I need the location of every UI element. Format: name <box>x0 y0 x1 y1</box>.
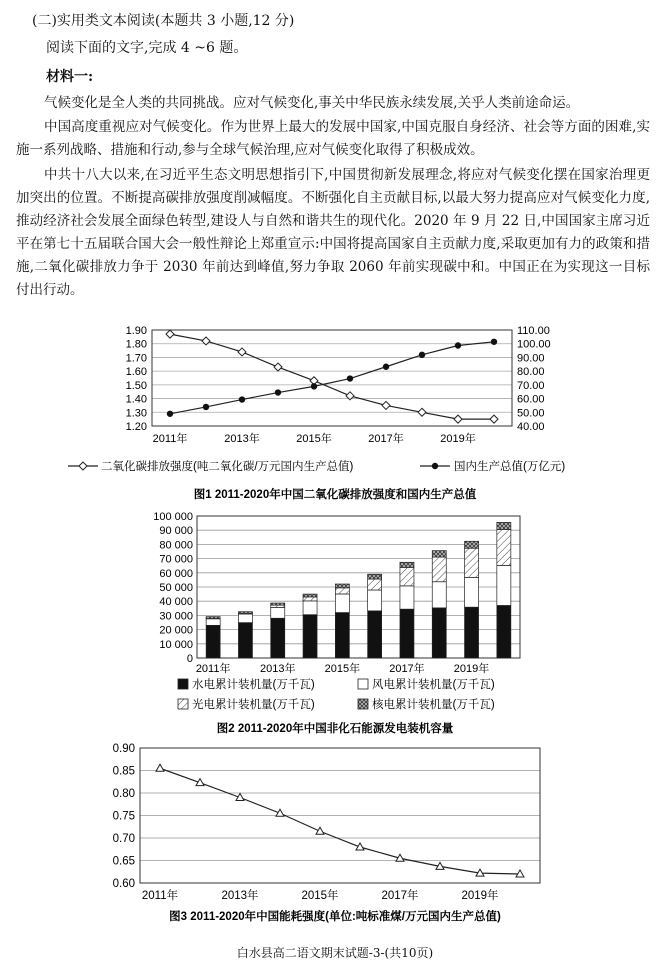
co2-intensity-line <box>170 334 494 419</box>
figure-3-caption: 图3 2011-2020年中国能耗强度(单位:吨标准煤/万元国内生产总值) <box>169 911 501 923</box>
paragraph-3: 中共十八大以来,在习近平生态文明思想指引下,中国贯彻新发展理念,将应对气候变化摆在国家治理更加突出的位置。不断提高碳排放强度削减幅度。不断强化自主贡献目标,以最大努力提高应对气候变化力度,推动经济社会发展全面绿色转型,建设人与自然和谐共生的现代化。2020 年 9 月 22 日,中国国家主席习近平在第七十五届联合国大会一般性辩论上郑重宣示:中国将提高国家自主贡献力度,采取更加有力的政策和措施,二氧化碳排放力争于 2030 年前达到峰值,努力争取 2060 年前实现碳中和。中国正在为实现这一目标付出行动。 <box>16 167 650 298</box>
x-tick-label: 2011年 <box>195 663 231 675</box>
legend-label: 核电累计装机量(万千瓦) <box>372 699 495 711</box>
y-tick-label: 0.75 <box>112 810 135 823</box>
legend-gdp-marker <box>432 463 438 469</box>
x-tick-label: 2015年 <box>324 663 361 675</box>
co2-intensity-point <box>238 348 246 356</box>
bar-segment-wind <box>497 565 511 605</box>
bar-segment-solar <box>335 588 349 594</box>
legend-gdp-label: 国内生产总值(万亿元) <box>454 461 566 473</box>
bar-segment-hydro <box>303 615 317 658</box>
x-tick-label: 2017年 <box>368 433 404 445</box>
co2-intensity-point <box>454 415 462 423</box>
x-tick-label: 2011年 <box>141 890 179 902</box>
bar-segment-hydro <box>335 613 349 658</box>
y-left-tick-label: 1.20 <box>125 421 147 433</box>
y-tick-label: 0.60 <box>112 878 135 890</box>
legend-co2-label: 二氧化碳排放强度(吨二氧化碳/万元国内生产总值) <box>101 461 354 473</box>
gdp-point <box>167 411 173 417</box>
bar-segment-hydro <box>497 605 511 658</box>
bar-segment-hydro <box>271 618 285 658</box>
energy-intensity-point <box>316 827 324 834</box>
y-tick-label: 0.70 <box>112 833 135 845</box>
paragraph-1: 气候变化是全人类的共同挑战。应对气候变化,事关中华民族永续发展,关乎人类前途命运。 <box>44 95 580 111</box>
bar-segment-nuclear <box>271 603 285 605</box>
figure-3-chart <box>0 740 670 940</box>
y-right-tick-label: 60.00 <box>517 393 545 406</box>
energy-intensity-point <box>156 764 164 771</box>
bar-segment-wind <box>238 614 252 623</box>
paragraph-2: 中国高度重视应对气候变化。作为世界上最大的发展中国家,中国克服自身经济、社会等方面的困难,实施一系列战略、措施和行动,参与全球气候治理,应对气候变化取得了积极成效。 <box>16 119 650 158</box>
bar-segment-solar <box>432 557 446 582</box>
legend-label: 水电累计装机量(万千瓦) <box>192 679 315 691</box>
gdp-point <box>455 342 461 348</box>
x-tick-label: 2013年 <box>221 890 259 902</box>
bar-segment-nuclear <box>238 612 252 614</box>
bar-segment-solar <box>303 597 317 601</box>
bar-segment-nuclear <box>335 584 349 588</box>
y-tick-label: 40 000 <box>159 596 193 609</box>
bar-segment-hydro <box>206 625 220 658</box>
y-tick-label: 0.85 <box>112 765 135 778</box>
y-tick-label: 20 000 <box>159 624 193 637</box>
y-right-tick-label: 80.00 <box>517 366 545 379</box>
legend-label: 风电累计装机量(万千瓦) <box>372 679 495 691</box>
energy-intensity-line <box>160 768 520 874</box>
bar-segment-nuclear <box>303 594 317 597</box>
y-tick-label: 0 <box>186 653 193 665</box>
gdp-point <box>311 383 317 389</box>
bar-segment-nuclear <box>465 541 479 548</box>
section-title: (二)实用类文本阅读(本题共 3 小题,12 分) <box>32 13 295 29</box>
y-right-tick-label: 50.00 <box>517 407 545 420</box>
bar-segment-nuclear <box>400 562 414 567</box>
y-left-tick-label: 1.90 <box>125 325 147 337</box>
bar-segment-hydro <box>465 607 479 658</box>
bar-segment-hydro <box>432 608 446 658</box>
x-tick-label: 2015年 <box>296 433 332 445</box>
gdp-point <box>203 404 209 410</box>
y-tick-label: 0.90 <box>112 743 135 755</box>
bar-segment-solar <box>497 529 511 565</box>
gdp-point <box>239 396 245 402</box>
y-right-tick-label: 100.00 <box>517 338 551 351</box>
x-tick-label: 2011年 <box>152 433 188 445</box>
bar-segment-wind <box>335 594 349 613</box>
y-right-tick-label: 90.00 <box>517 352 545 365</box>
y-right-tick-label: 40.00 <box>517 421 545 433</box>
x-tick-label: 2015年 <box>301 890 339 902</box>
bar-segment-wind <box>368 590 382 611</box>
gdp-point <box>491 339 497 345</box>
y-tick-label: 10 000 <box>159 638 193 651</box>
bar-segment-wind <box>271 607 285 618</box>
y-left-tick-label: 1.60 <box>125 366 147 379</box>
y-tick-label: 100 000 <box>153 511 193 523</box>
bar-segment-solar <box>465 548 479 577</box>
y-left-tick-label: 1.50 <box>125 379 147 392</box>
bar-segment-nuclear <box>368 574 382 579</box>
instruction: 阅读下面的文字,完成 4 ~6 题。 <box>46 40 248 56</box>
y-tick-label: 80 000 <box>159 539 193 552</box>
gdp-point <box>419 352 425 358</box>
bar-segment-solar <box>400 567 414 585</box>
x-tick-label: 2017年 <box>381 890 419 902</box>
gdp-point <box>275 389 281 395</box>
figure-2-chart <box>0 508 670 740</box>
y-tick-label: 90 000 <box>159 525 193 538</box>
y-left-tick-label: 1.80 <box>125 338 147 351</box>
bar-segment-wind <box>303 601 317 615</box>
figure-1-chart <box>0 318 670 508</box>
bar-segment-wind <box>400 586 414 609</box>
y-tick-label: 0.80 <box>112 788 135 800</box>
bar-segment-nuclear <box>497 522 511 529</box>
gdp-line <box>170 342 494 414</box>
y-tick-label: 50 000 <box>159 582 193 594</box>
bar-segment-wind <box>432 582 446 608</box>
x-tick-label: 2013年 <box>224 433 260 445</box>
bar-segment-nuclear <box>432 551 446 557</box>
bar-segment-wind <box>465 577 479 607</box>
gdp-point <box>347 375 353 381</box>
legend-label: 光电累计装机量(万千瓦) <box>192 699 315 711</box>
bar-segment-solar <box>368 579 382 590</box>
bar-segment-hydro <box>238 623 252 658</box>
y-right-tick-label: 110.00 <box>517 325 550 337</box>
x-tick-label: 2019年 <box>461 890 499 902</box>
y-right-tick-label: 70.00 <box>517 379 545 392</box>
co2-intensity-point <box>274 363 282 371</box>
legend-swatch <box>358 679 368 689</box>
y-tick-label: 30 000 <box>159 610 193 623</box>
y-tick-label: 60 000 <box>159 567 193 580</box>
co2-intensity-point <box>166 330 174 338</box>
x-tick-label: 2019年 <box>440 433 476 445</box>
page-footer: 白水县高二语文期末试题-3-(共10页) <box>236 946 434 960</box>
y-left-tick-label: 1.40 <box>125 393 147 406</box>
bar-segment-hydro <box>400 609 414 658</box>
co2-intensity-point <box>490 415 498 423</box>
co2-intensity-point <box>418 408 426 416</box>
gdp-point <box>383 364 389 370</box>
legend-swatch <box>178 699 188 709</box>
legend-swatch <box>178 679 188 689</box>
y-tick-label: 70 000 <box>159 553 193 566</box>
bar-segment-hydro <box>368 611 382 658</box>
bar-segment-wind <box>206 619 220 626</box>
figure-2-caption: 图2 2011-2020年中国非化石能源发电装机容量 <box>216 723 454 735</box>
y-tick-label: 0.65 <box>112 855 135 868</box>
legend-co2-marker <box>79 462 87 470</box>
material-title: 材料一: <box>46 69 94 85</box>
figure-1-caption: 图1 2011-2020年中国二氧化碳排放强度和国内生产总值 <box>193 489 477 501</box>
legend-swatch <box>358 699 368 709</box>
x-tick-label: 2017年 <box>389 663 425 675</box>
x-tick-label: 2019年 <box>453 663 490 675</box>
bar-segment-nuclear <box>206 617 220 619</box>
y-left-tick-label: 1.70 <box>125 352 147 365</box>
x-tick-label: 2013年 <box>260 663 296 675</box>
y-left-tick-label: 1.30 <box>125 407 147 420</box>
co2-intensity-point <box>382 401 390 409</box>
